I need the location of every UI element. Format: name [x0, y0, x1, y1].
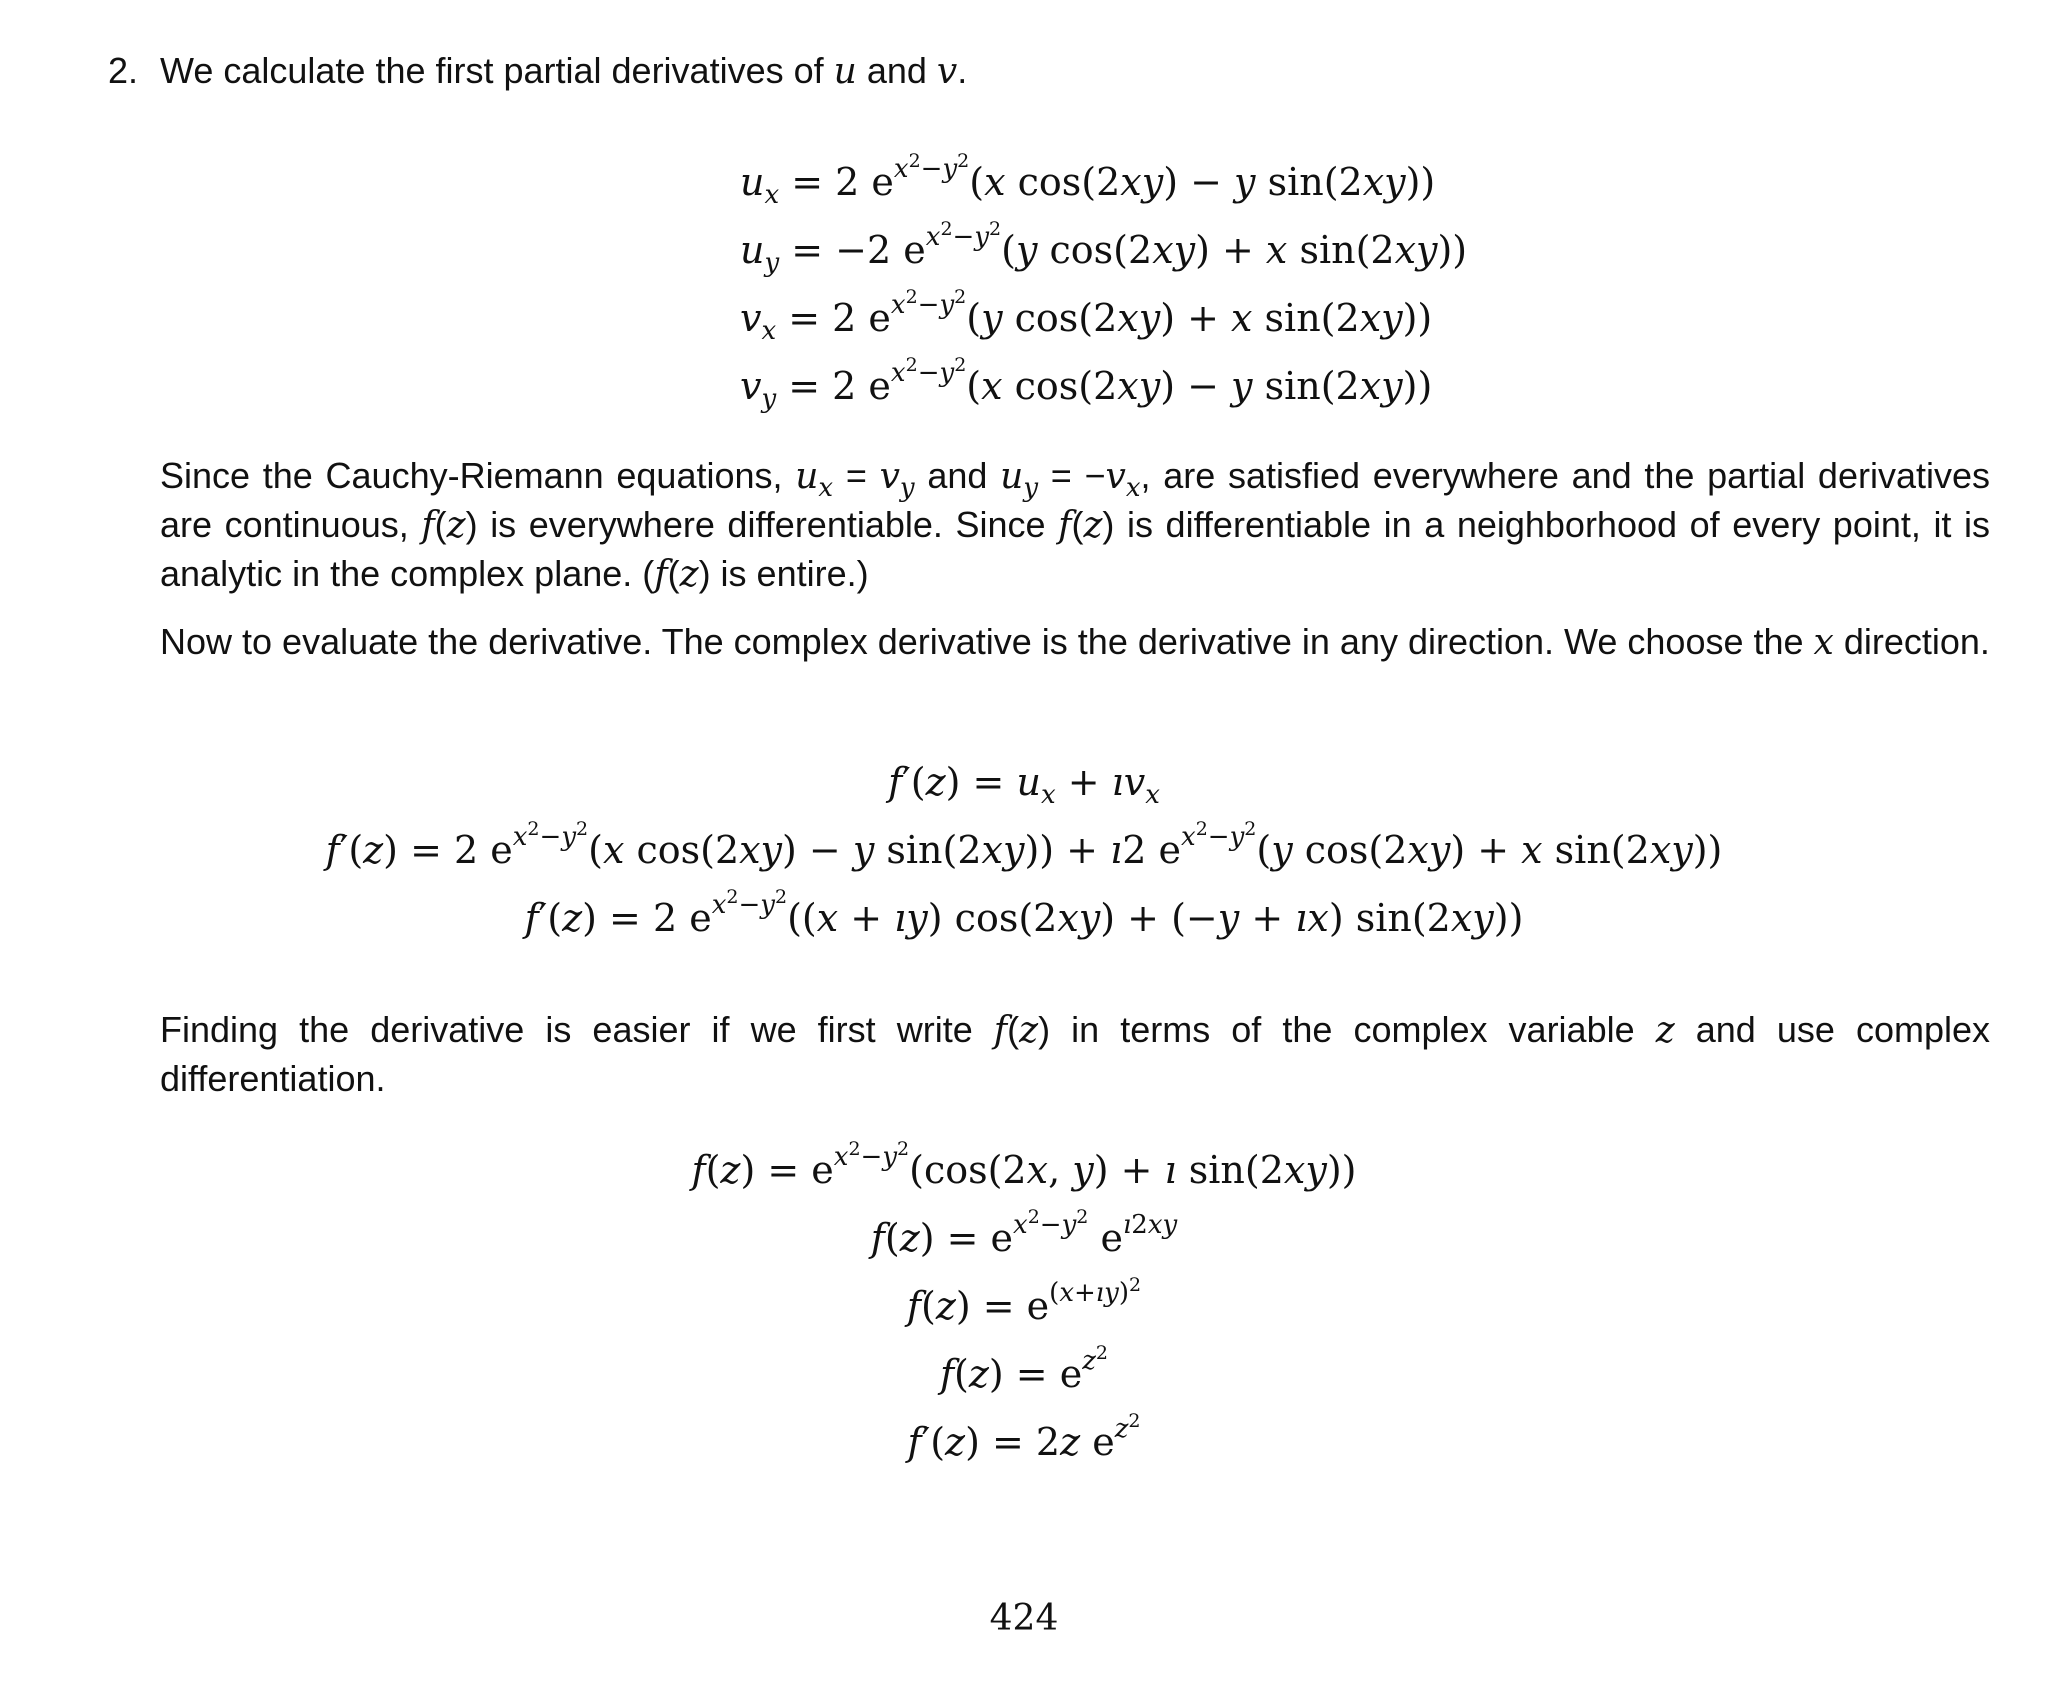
complex-eq-4: $f(z) = e^{z^2}$ [939, 1342, 1109, 1396]
partial-eq-uy: $u_y = -2$ $e^{x^2-y^2}(y$ cos(2xy) + x sin(2xy)) [740, 218, 1468, 278]
complex-eq-5: f′(z) = 2z $e^{z^2}$ [907, 1410, 1141, 1464]
partial-eq-vy: $v_y = 2$ $e^{x^2-y^2}(x$ cos(2xy) − y sin(2xy)) [740, 354, 1433, 414]
page-number: 424 [989, 1598, 1059, 1639]
item-intro-text: We calculate the first partial derivatives of u and v. [160, 50, 968, 92]
complex-eq-1: $f(z) = e^{x^2-y^2}(\cos(2x$, y) + ı sin(2xy)) [691, 1138, 1357, 1192]
derivative-eq-2: f′(z) = 2 $e^{x^2-y^2}(x$ cos(2xy) − y sin(2xy)) + ı2 $e^{x^2-y^2}(y$ cos(2xy) + x sin(2xy)) [325, 818, 1723, 872]
item-intro [108, 50, 967, 92]
derivative-eq-3: f′(z) = 2 $e^{x^2-y^2}((x$ + ıy) cos(2xy) + (−y + ıx) sin(2xy)) [524, 886, 1524, 940]
paragraph-direction: Now to evaluate the derivative. The complex derivative is the derivative in any direction. We choose the x direction. [160, 621, 1990, 663]
partial-eq-vx: $v_x = 2$ $e^{x^2-y^2}(y$ cos(2xy) + x sin(2xy)) [740, 286, 1433, 346]
derivative-eq-1: $f'(z) = u_x$ + $ıv_x$ [888, 760, 1160, 810]
item-number: 2. [108, 50, 139, 91]
partial-eq-ux: $u_x = 2$ $e^{x^2-y^2}(x$ cos(2xy) − y sin(2xy)) [740, 150, 1436, 210]
complex-eq-2: $f(z) = e^{x^2-y^2}$ $e^{ı2xy}$ [870, 1206, 1178, 1260]
paragraph-cauchy-riemann: Since the Cauchy-Riemann equations, $u_x = v_y$ and $u_y = -v_x$, are satisfied everywhere and the partial derivatives are continuous, f(z) is everywhere differentiable. Since f(z) is differentiable in a neighborhood of every point, it is analytic in the complex plane. (f(z) is entire.) [160, 455, 1991, 595]
complex-eq-3: $f(z) = e^{(x+ıy)^2}$ [906, 1274, 1142, 1328]
paragraph-complex: Finding the derivative is easier if we first write f(z) in terms of the complex variable z and use complex differentiation. [160, 1009, 1990, 1099]
